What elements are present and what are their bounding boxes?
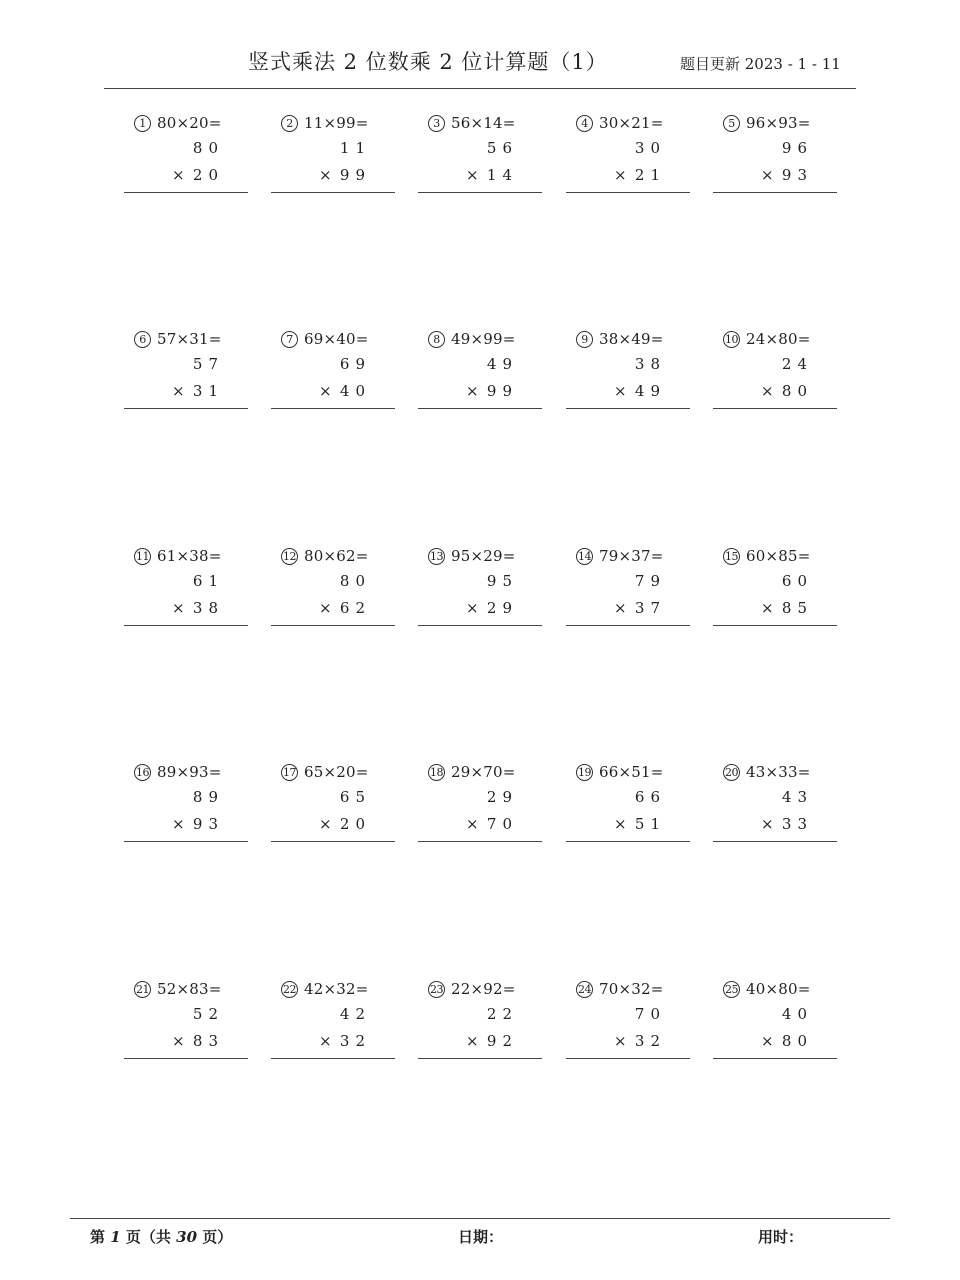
problem-item [124, 328, 248, 412]
multiplicand: 22 [486, 1005, 518, 1023]
problem-expression: 11×99= [304, 114, 369, 132]
multiplier: 40 [339, 382, 371, 400]
problem-number: 3 [428, 115, 445, 132]
problem-question [281, 112, 369, 134]
problem-item [418, 112, 542, 196]
times-sign: × [761, 382, 774, 400]
problem-expression: 43×33= [746, 763, 811, 781]
multiplier: 37 [634, 599, 666, 617]
multiplicand: 49 [486, 355, 518, 373]
multiplier: 99 [339, 166, 371, 184]
problem-number: 8 [428, 331, 445, 348]
answer-line [418, 1058, 542, 1059]
multiplicand: 38 [634, 355, 666, 373]
multiplier: 32 [339, 1032, 371, 1050]
problem-number: 17 [283, 765, 296, 779]
multiplicand: 57 [192, 355, 224, 373]
answer-line [271, 841, 395, 842]
problem-item [713, 761, 837, 845]
problem-number: 7 [281, 331, 298, 348]
problem-expression: 30×21= [599, 114, 664, 132]
multiplicand: 60 [781, 572, 813, 590]
problem-number: 6 [134, 331, 151, 348]
multiplier: 93 [192, 815, 224, 833]
time-label: 用时： [758, 1228, 804, 1246]
problem-expression: 56×14= [451, 114, 516, 132]
problem-question [723, 978, 811, 1000]
problem-item [124, 761, 248, 845]
multiplier: 33 [781, 815, 813, 833]
problem-item [418, 978, 542, 1062]
multiplicand: 52 [192, 1005, 224, 1023]
problem-item [271, 328, 395, 412]
problem-question [134, 978, 222, 1000]
problem-number: 2 [281, 115, 298, 132]
problem-item [271, 761, 395, 845]
problem-number: 13 [430, 549, 443, 563]
multiplicand: 40 [781, 1005, 813, 1023]
answer-line [566, 1058, 690, 1059]
problem-item [271, 978, 395, 1062]
problem-item [566, 761, 690, 845]
problem-expression: 22×92= [451, 980, 516, 998]
problem-question [134, 112, 222, 134]
page-suffix: 页） [202, 1228, 233, 1246]
problem-question [723, 112, 811, 134]
header-divider [104, 88, 856, 89]
problem-item [124, 112, 248, 196]
problem-question [428, 978, 516, 1000]
answer-line [418, 625, 542, 626]
multiplicand: 79 [634, 572, 666, 590]
times-sign: × [614, 815, 627, 833]
multiplier: 51 [634, 815, 666, 833]
answer-line [271, 1058, 395, 1059]
multiplier: 80 [781, 1032, 813, 1050]
answer-line [713, 841, 837, 842]
answer-line [124, 1058, 248, 1059]
problem-item [713, 545, 837, 629]
answer-line [418, 841, 542, 842]
multiplicand: 11 [339, 139, 371, 157]
times-sign: × [614, 166, 627, 184]
page-mid: 页（共 [125, 1228, 171, 1246]
problem-item [713, 328, 837, 412]
multiplicand: 43 [781, 788, 813, 806]
multiplicand: 69 [339, 355, 371, 373]
problem-question [428, 545, 516, 567]
times-sign: × [761, 166, 774, 184]
problem-question [723, 545, 811, 567]
problem-number: 16 [136, 765, 149, 779]
answer-line [713, 625, 837, 626]
problem-number: 5 [723, 115, 740, 132]
multiplier: 20 [192, 166, 224, 184]
multiplier: 80 [781, 382, 813, 400]
problem-expression: 60×85= [746, 547, 811, 565]
problem-item [124, 545, 248, 629]
problem-expression: 96×93= [746, 114, 811, 132]
problem-question [723, 328, 811, 350]
problem-item [271, 112, 395, 196]
answer-line [566, 841, 690, 842]
answer-line [566, 192, 690, 193]
problem-question [723, 761, 811, 783]
problem-expression: 40×80= [746, 980, 811, 998]
problem-question [281, 328, 369, 350]
times-sign: × [172, 815, 185, 833]
problem-question [134, 328, 222, 350]
multiplicand: 61 [192, 572, 224, 590]
problem-expression: 38×49= [599, 330, 664, 348]
problem-number: 21 [136, 982, 149, 996]
multiplicand: 42 [339, 1005, 371, 1023]
problem-expression: 52×83= [157, 980, 222, 998]
answer-line [124, 408, 248, 409]
answer-line [418, 408, 542, 409]
problem-item [124, 978, 248, 1062]
multiplier: 99 [486, 382, 518, 400]
answer-line [566, 625, 690, 626]
multiplicand: 89 [192, 788, 224, 806]
problem-item [271, 545, 395, 629]
answer-line [418, 192, 542, 193]
problem-item [566, 978, 690, 1062]
problem-number: 19 [578, 765, 591, 779]
answer-line [713, 192, 837, 193]
times-sign: × [319, 382, 332, 400]
problem-expression: 42×32= [304, 980, 369, 998]
times-sign: × [319, 1032, 332, 1050]
problem-expression: 61×38= [157, 547, 222, 565]
multiplier: 93 [781, 166, 813, 184]
problem-question [428, 328, 516, 350]
problem-expression: 49×99= [451, 330, 516, 348]
problem-number: 20 [725, 765, 738, 779]
problem-expression: 66×51= [599, 763, 664, 781]
problem-number: 9 [576, 331, 593, 348]
problem-question [281, 545, 369, 567]
problem-expression: 80×20= [157, 114, 222, 132]
answer-line [713, 408, 837, 409]
problem-expression: 69×40= [304, 330, 369, 348]
multiplier: 14 [486, 166, 518, 184]
multiplicand: 95 [486, 572, 518, 590]
multiplier: 29 [486, 599, 518, 617]
times-sign: × [172, 382, 185, 400]
problem-question [134, 545, 222, 567]
problem-number: 15 [725, 549, 738, 563]
update-date: 题目更新 2023 - 1 - 11 [680, 55, 841, 73]
multiplier: 85 [781, 599, 813, 617]
problem-expression: 24×80= [746, 330, 811, 348]
problem-number: 18 [430, 765, 443, 779]
problem-item [566, 112, 690, 196]
multiplier: 92 [486, 1032, 518, 1050]
problem-expression: 57×31= [157, 330, 222, 348]
times-sign: × [319, 599, 332, 617]
multiplier: 31 [192, 382, 224, 400]
problem-item [418, 545, 542, 629]
times-sign: × [466, 1032, 479, 1050]
multiplicand: 96 [781, 139, 813, 157]
times-sign: × [172, 599, 185, 617]
multiplicand: 65 [339, 788, 371, 806]
problem-question [281, 978, 369, 1000]
times-sign: × [614, 382, 627, 400]
problem-item [566, 328, 690, 412]
problem-question [576, 328, 664, 350]
answer-line [566, 408, 690, 409]
problem-question [576, 545, 664, 567]
problem-expression: 79×37= [599, 547, 664, 565]
times-sign: × [319, 815, 332, 833]
page-title: 竖式乘法 2 位数乘 2 位计算题（1） [248, 50, 608, 74]
page-prefix: 第 [90, 1228, 106, 1246]
times-sign: × [761, 599, 774, 617]
problem-item [418, 761, 542, 845]
multiplier: 62 [339, 599, 371, 617]
problem-expression: 95×29= [451, 547, 516, 565]
times-sign: × [466, 815, 479, 833]
times-sign: × [172, 166, 185, 184]
problem-number: 12 [283, 549, 296, 563]
times-sign: × [761, 815, 774, 833]
times-sign: × [761, 1032, 774, 1050]
multiplier: 38 [192, 599, 224, 617]
problem-expression: 29×70= [451, 763, 516, 781]
problem-number: 4 [576, 115, 593, 132]
page-current: 1 [110, 1228, 121, 1246]
multiplicand: 80 [339, 572, 371, 590]
times-sign: × [466, 599, 479, 617]
problem-number: 23 [430, 982, 443, 996]
problem-question [134, 761, 222, 783]
problem-question [576, 761, 664, 783]
multiplicand: 66 [634, 788, 666, 806]
times-sign: × [466, 382, 479, 400]
multiplicand: 70 [634, 1005, 666, 1023]
problem-expression: 65×20= [304, 763, 369, 781]
multiplier: 49 [634, 382, 666, 400]
answer-line [124, 841, 248, 842]
multiplicand: 56 [486, 139, 518, 157]
problem-number: 24 [578, 982, 591, 996]
page-total: 30 [176, 1228, 198, 1246]
problem-expression: 80×62= [304, 547, 369, 565]
problem-item [566, 545, 690, 629]
problem-number: 14 [578, 549, 591, 563]
answer-line [124, 192, 248, 193]
times-sign: × [466, 166, 479, 184]
page-indicator [90, 1226, 232, 1247]
footer-divider [70, 1218, 890, 1219]
problem-number: 10 [725, 332, 738, 346]
multiplier: 70 [486, 815, 518, 833]
times-sign: × [614, 599, 627, 617]
answer-line [124, 625, 248, 626]
problem-item [713, 112, 837, 196]
problem-number: 1 [134, 115, 151, 132]
problem-number: 11 [136, 549, 149, 563]
multiplicand: 30 [634, 139, 666, 157]
problem-question [428, 112, 516, 134]
multiplicand: 80 [192, 139, 224, 157]
answer-line [271, 625, 395, 626]
multiplier: 83 [192, 1032, 224, 1050]
problem-question [281, 761, 369, 783]
multiplier: 21 [634, 166, 666, 184]
answer-line [271, 192, 395, 193]
times-sign: × [614, 1032, 627, 1050]
problem-number: 22 [283, 982, 296, 996]
problem-question [576, 112, 664, 134]
date-label: 日期： [458, 1228, 504, 1246]
answer-line [713, 1058, 837, 1059]
problem-expression: 70×32= [599, 980, 664, 998]
problem-item [418, 328, 542, 412]
times-sign: × [172, 1032, 185, 1050]
problem-question [428, 761, 516, 783]
multiplicand: 29 [486, 788, 518, 806]
multiplicand: 24 [781, 355, 813, 373]
problem-number: 25 [725, 982, 738, 996]
problem-question [576, 978, 664, 1000]
problem-item [713, 978, 837, 1062]
multiplier: 32 [634, 1032, 666, 1050]
problem-expression: 89×93= [157, 763, 222, 781]
multiplier: 20 [339, 815, 371, 833]
answer-line [271, 408, 395, 409]
times-sign: × [319, 166, 332, 184]
